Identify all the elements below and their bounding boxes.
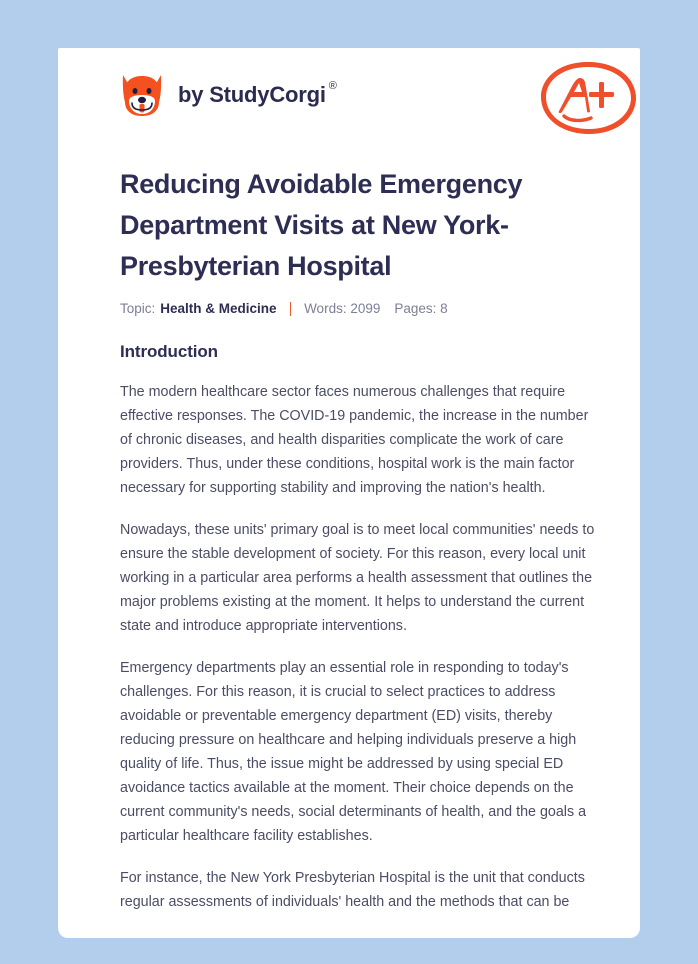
word-count: Words: 2099 (304, 301, 381, 316)
document-page (58, 48, 640, 938)
body-paragraph: Emergency departments play an essential role in responding to today's challenges. For this reason, it is crucial to select practices to address avoidable or preventable emergency department (ED) visits, thereby reducing pressure on healthcare and helping individuals preserve a high quality of life. Thus, the issue might be addressed by using special ED avoidance tactics available at the moment. Their choice depends on the current community's needs, social determinants of health, and the goals a particular healthcare facility establishes. (120, 660, 587, 844)
document-content (58, 48, 640, 914)
document-body (58, 342, 640, 914)
body-paragraph: For instance, the New York Presbyterian Hospital is the unit that conducts regular assessments of individuals' health and the methods that can be (120, 870, 585, 910)
page-title: Reducing Avoidable Emergency Department Visits at New York-Presbyterian Hospital (120, 169, 523, 281)
brand-name: StudyCorgi (209, 82, 326, 107)
a-plus-circled-icon (533, 56, 640, 142)
page-count: Pages: 8 (394, 301, 448, 316)
body-paragraph: The modern healthcare sector faces numerous challenges that require effective responses. The COVID-19 pandemic, the increase in the number of chronic diseases, and health disparities complicate the work of care providers. Thus, under these conditions, hospital work is the main factor necessary for supporting stability and improving the nation's health. (120, 384, 589, 496)
document-meta (58, 287, 640, 316)
topic-value[interactable]: Health & Medicine (160, 301, 277, 316)
topic-label: Topic: (120, 301, 156, 316)
brand-prefix: by (178, 82, 204, 107)
corgi-face-icon (120, 72, 164, 118)
document-header (58, 48, 640, 164)
section-heading-introduction: Introduction (120, 342, 218, 361)
studycorgi-brand[interactable] (120, 72, 337, 118)
body-paragraph: Nowadays, these units' primary goal is to meet local communities' needs to ensure the stable development of society. For this reason, every local unit working in a particular area performs a health assessment that outlines the major problems existing at the moment. It helps to understand the current state and introduce appropriate interventions. (120, 522, 595, 634)
registered-trademark-icon: ® (328, 80, 337, 92)
meta-divider (290, 302, 292, 316)
brand-wordmark (178, 82, 337, 108)
